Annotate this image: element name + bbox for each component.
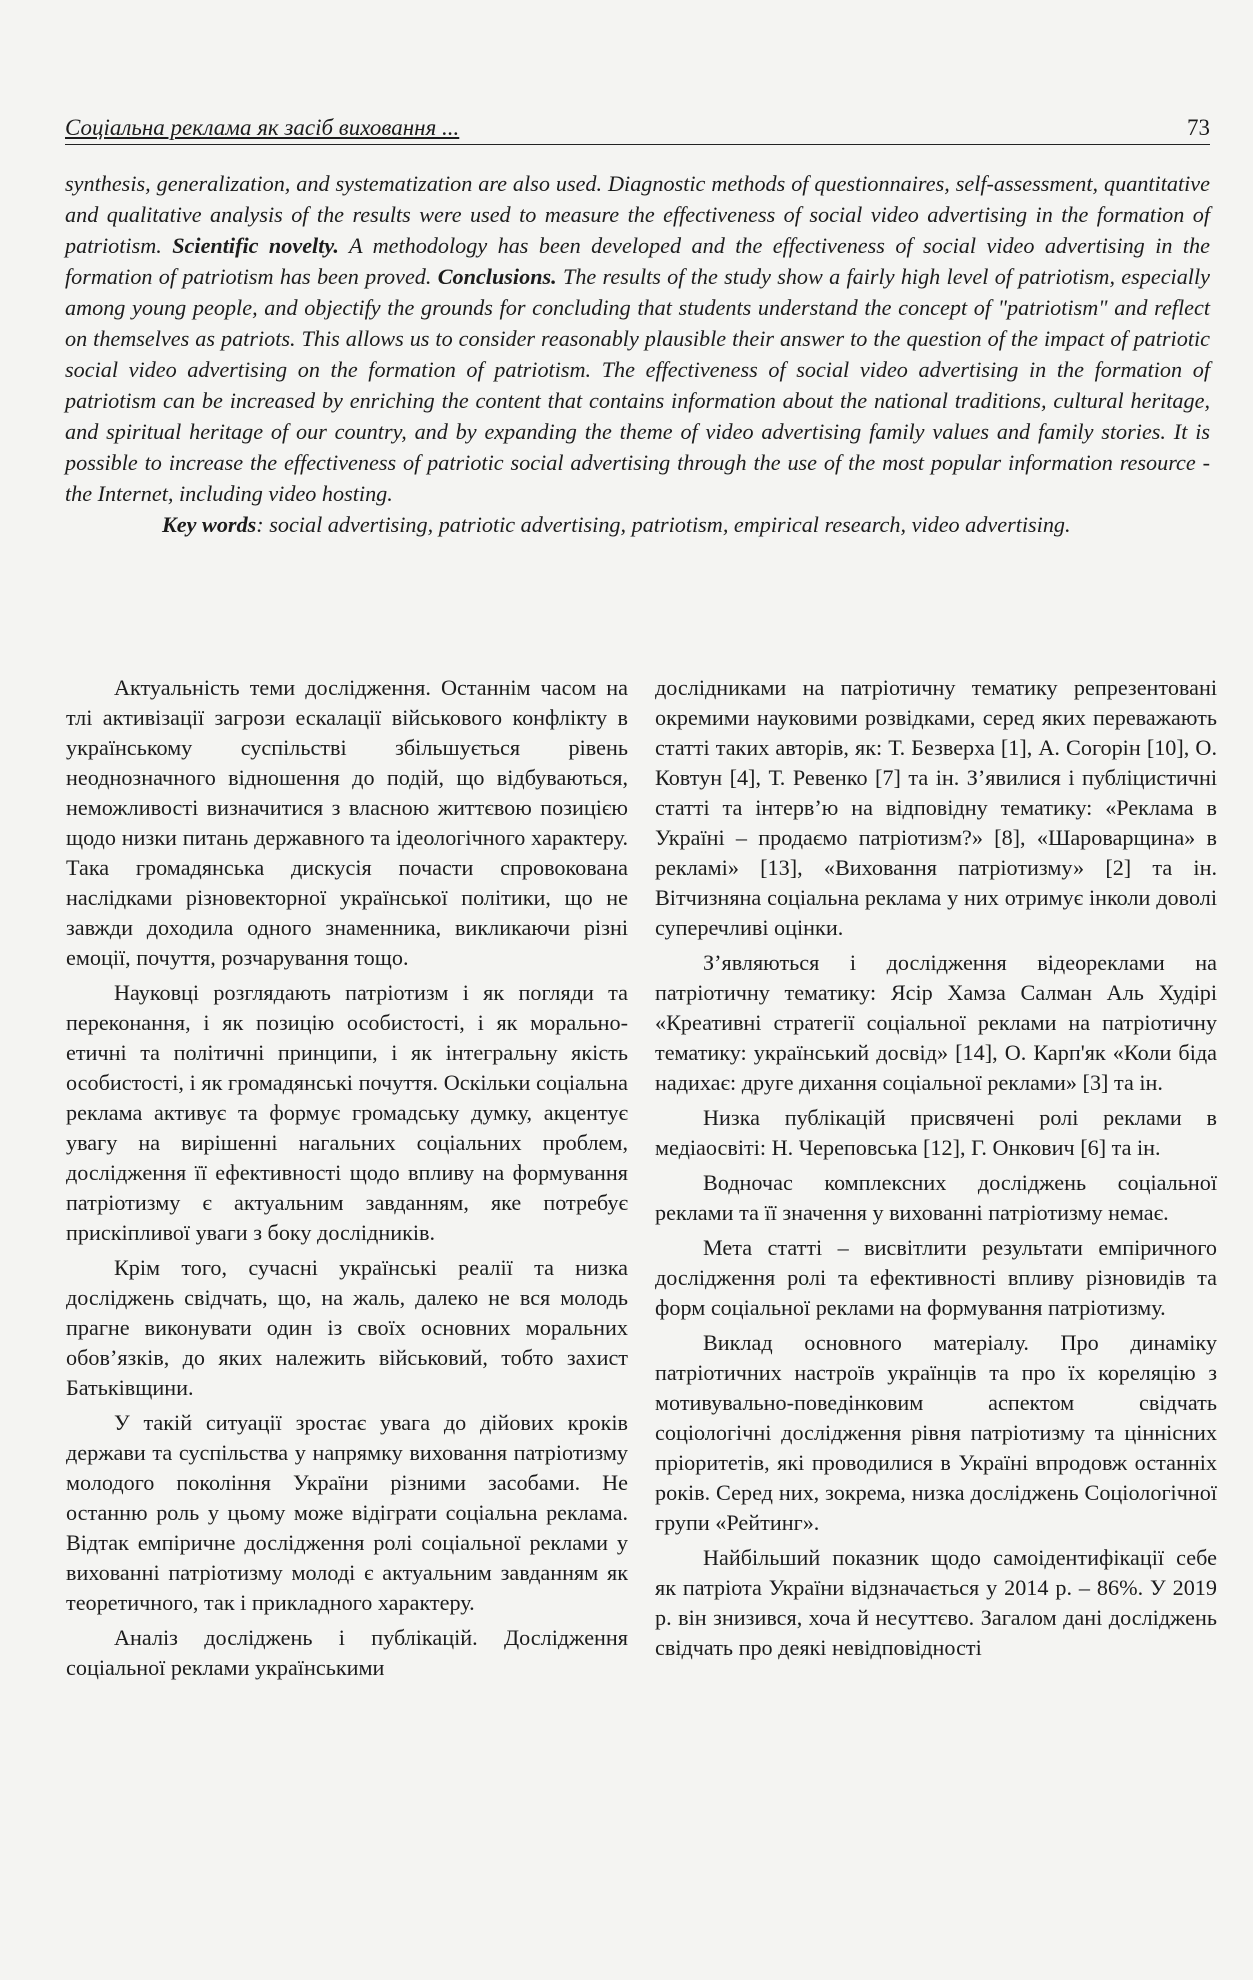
- body-paragraph: Найбільший показник щодо самоідентифікації себе як патріота України відзначається у 2014 р. – 86%. У 2019 р. він знизився, хоча й несуттєво. Загалом дані досліджень свідчать про деякі невідповідності: [655, 1545, 1217, 1660]
- abstract-paragraph: [65, 168, 1210, 509]
- abstract-text: synthesis, generalization, and systematization are also used. Diagnostic methods of questionnaires, self-assessment, quantitative and qualitative analysis of the results were used to measure the effectiveness of social video advertising in the formation of patriotism.: [65, 171, 1210, 258]
- keywords-label: Key words: [162, 512, 257, 537]
- body-paragraph: Виклад основного матеріалу. Про динаміку патріотичних настроїв українців та про їх кореляцію з мотивувально-поведінковим аспектом свідчать соціологічні дослідження рівня патріотизму та ціннісних пріоритетів, які проводилися в Україні впродовж останніх років. Серед них, зокрема, низка досліджень Соціологічної групи «Рейтинг».: [655, 1330, 1217, 1535]
- body-paragraph: Крім того, сучасні українські реалії та низка досліджень свідчать, що, на жаль, далеко не вся молодь прагне виконувати один із своїх основних моральних обов’язків, до яких належить військовий, тобто захист Батьківщини.: [66, 1255, 628, 1400]
- body-paragraph: З’являються і дослідження відеореклами на патріотичну тематику: Ясір Хамза Салман Аль Худірі «Креативні стратегії соціальної реклами на патріотичну тематику: український досвід» [14], О. Карп'як «Коли біда надихає: друге дихання соціальної реклами» [3] та ін.: [655, 950, 1217, 1095]
- page-number: 73: [1187, 115, 1210, 140]
- keywords-line: [65, 509, 1210, 540]
- abstract-text: A methodology has been developed and the effectiveness of social video advertising in the formation of patriotism has been proved.: [65, 233, 1210, 289]
- body-paragraph-continuation: дослідниками на патріотичну тематику репрезентовані окремими науковими розвідками, серед яких переважають статті таких авторів, як: Т. Безверха [1], А. Согорін [10], О. Ковтун [4], Т. Ревенко [7] та ін. З’явилися і публіцистичні статті та інтерв’ю на відповідну тематику: «Реклама в Україні – продаємо патріотизм?» [8], «Шароварщина» в рекламі» [13], «Виховання патріотизму» [2] та ін. Вітчизняна соціальна реклама у них отримує інколи доволі суперечливі оцінки.: [655, 675, 1217, 940]
- body-paragraph: У такій ситуації зростає увага до дійових кроків держави та суспільства у напрямку виховання патріотизму молодого покоління України різними засобами. Не останню роль у цьому може відіграти соціальна реклама. Відтак емпіричне дослідження ролі соціальної реклами у вихованні патріотизму молоді є актуальним завданням як теоретичного, так і прикладного характеру.: [66, 1410, 628, 1615]
- keywords-text: : social advertising, patriotic advertising, patriotism, empirical research, video advertising.: [256, 512, 1071, 537]
- body-paragraph: Мета статті – висвітлити результати емпіричного дослідження ролі та ефективності впливу різновидів та форм соціальної реклами на формування патріотизму.: [655, 1235, 1217, 1320]
- right-column: [655, 673, 1217, 1668]
- body-paragraph: Аналіз досліджень і публікацій. Дослідження соціальної реклами українськими: [66, 1625, 628, 1680]
- body-paragraph: Актуальність теми дослідження. Останнім часом на тлі активізації загрози ескалації військового конфлікту в українському суспільстві збільшується рівень неоднозначного відношення до подій, що відбуваються, неможливості визначитися з власною життєвою позицією щодо низки питань державного та ідеологічного характеру. Така громадянська дискусія почасти спровокована наслідками різновекторної української політики, що не завжди доходила одного знаменника, викликаючи різні емоції, почуття, розчарування тощо.: [66, 675, 628, 970]
- body-paragraph: Низка публікацій присвячені ролі реклами в медіаосвіті: Н. Череповська [12], Г. Онкович [6] та ін.: [655, 1105, 1217, 1160]
- left-column: [66, 673, 628, 1688]
- running-title: Соціальна реклама як засіб виховання ...: [65, 115, 460, 140]
- body-paragraph: Науковці розглядають патріотизм і як погляди та переконання, і як позицію особистості, і як морально-етичні та політичні принципи, і як інтегральну якість особистості, і як громадянські почуття. Оскільки соціальна реклама активує та формує громадську думку, акцентує увагу на вирішенні нагальних соціальних проблем, дослідження її ефективності щодо впливу на формування патріотизму є актуальним завданням, яке потребує прискіпливої уваги з боку дослідників.: [66, 980, 628, 1245]
- english-abstract: [65, 168, 1210, 540]
- conclusions-label: Conclusions.: [437, 264, 557, 289]
- abstract-text: The results of the study show a fairly high level of patriotism, especially among young people, and objectify the grounds for concluding that students understand the concept of "patriotism" and reflect on themselves as patriots. This allows us to consider reasonably plausible their answer to the question of the impact of patriotic social video advertising on the formation of patriotism. The effectiveness of social video advertising in the formation of patriotism can be increased by enriching the content that contains information about the national traditions, cultural heritage, and spiritual heritage of our country, and by expanding the theme of video advertising family values and family stories. It is possible to increase the effectiveness of patriotic social advertising through the use of the most popular information resource - the Internet, including video hosting.: [65, 264, 1210, 506]
- body-paragraph: Водночас комплексних досліджень соціальної реклами та її значення у вихованні патріотизму немає.: [655, 1170, 1217, 1225]
- scientific-novelty-label: Scientific novelty.: [172, 233, 339, 258]
- running-header: [65, 108, 1210, 145]
